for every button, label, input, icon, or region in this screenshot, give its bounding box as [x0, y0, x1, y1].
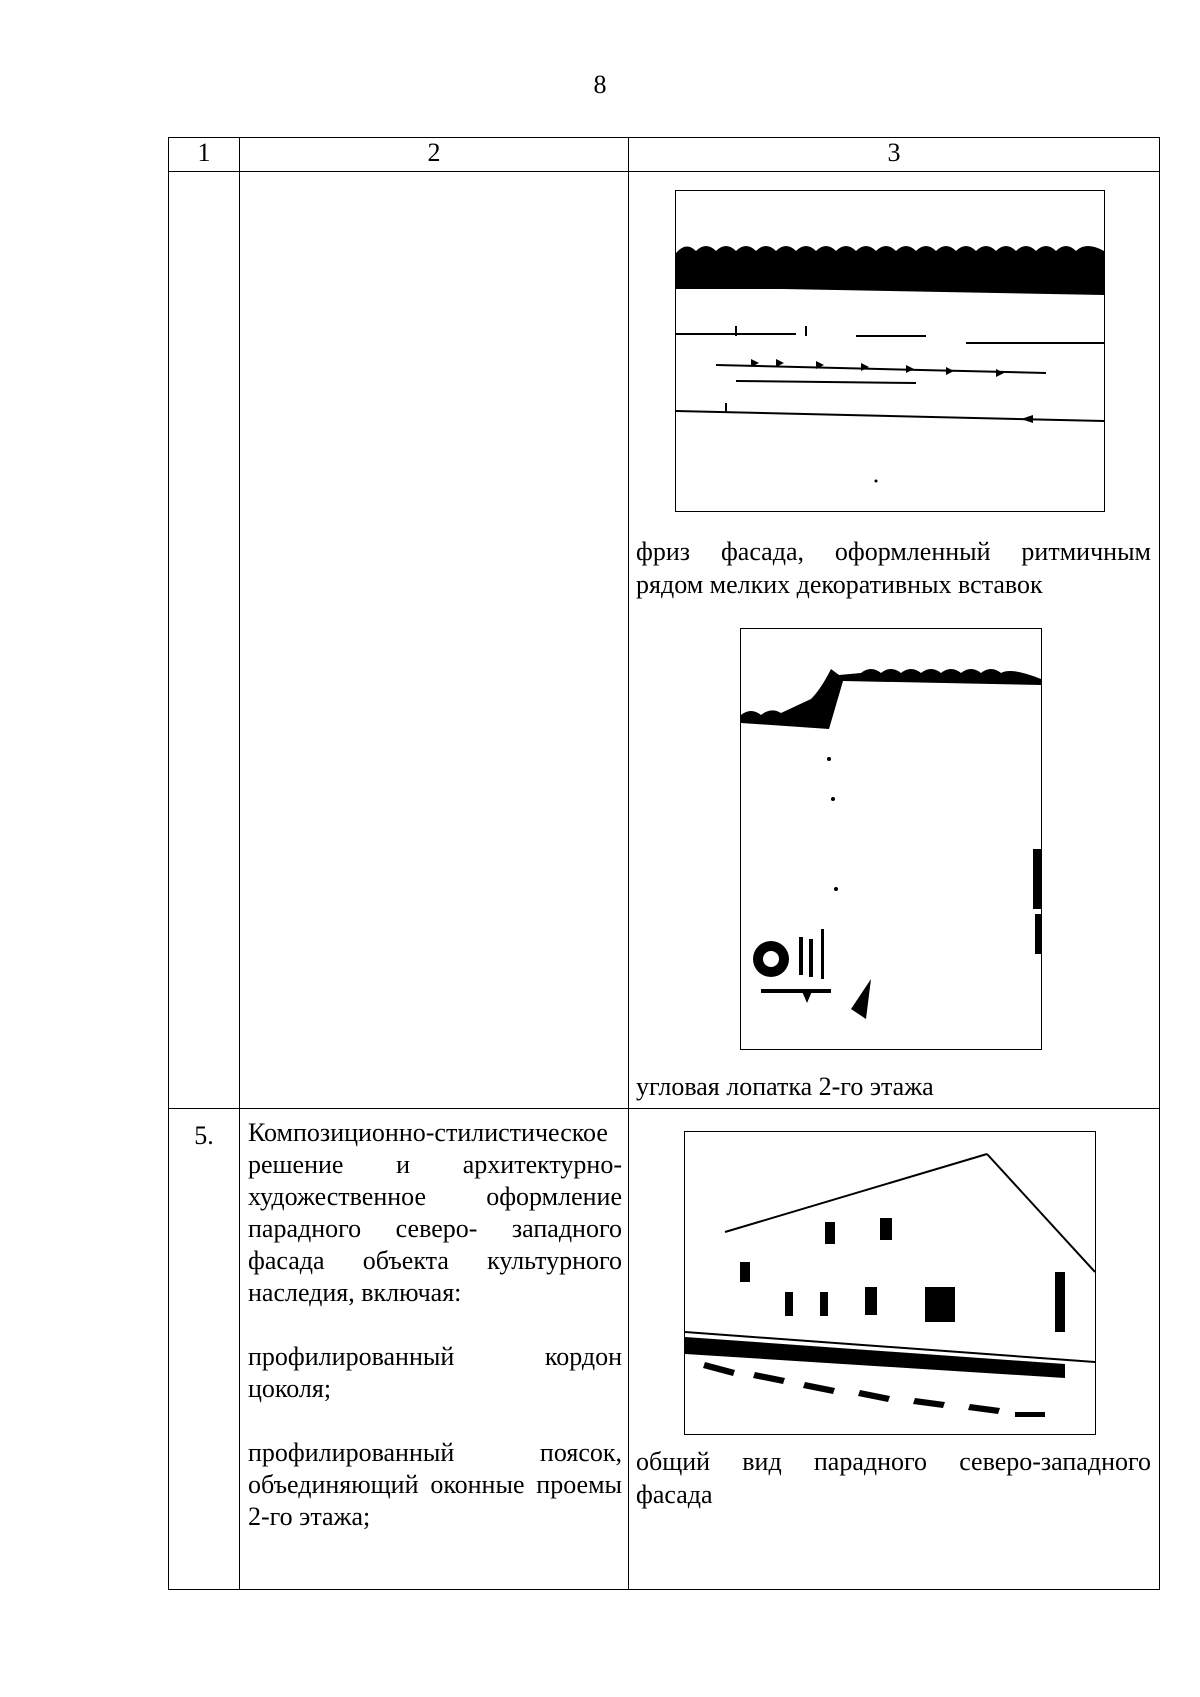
corner-pilaster-caption: угловая лопатка 2-го этажа — [636, 1072, 934, 1101]
page-number: 8 — [593, 70, 607, 99]
header-col-2: 2 — [240, 138, 629, 172]
row-photo-cell — [629, 1109, 1160, 1590]
facade-caption: общий вид парадного северо-западного фасада — [636, 1447, 1151, 1509]
facade-photo — [684, 1131, 1096, 1435]
frieze-caption: фриз фасада, оформленный ритмичным рядом мелких декоративных вставок — [636, 537, 1151, 599]
frieze-photo — [675, 190, 1105, 512]
table-header-row — [169, 138, 1160, 172]
description-item-2: профилированный поясок, объединяющий оконные проемы 2-го этажа; — [248, 1438, 622, 1531]
header-col-3: 3 — [629, 138, 1160, 172]
description-title: Композиционно-стилистическое решение и архитектурно-художественное оформление парадного северо- западного фасада объекта культурного наследия, включая: — [248, 1118, 622, 1307]
monument-features-table — [168, 137, 1160, 1590]
description-item-1: профилированный кордон цоколя; — [248, 1342, 622, 1403]
table-row — [169, 172, 1160, 1109]
row-description — [240, 1109, 629, 1590]
row-description-cell — [240, 172, 629, 1109]
table-row — [169, 1109, 1160, 1590]
corner-pilaster-photo — [740, 628, 1042, 1050]
row-number-cell — [169, 172, 240, 1109]
row-number: 5. — [169, 1109, 240, 1590]
row-photo-cell — [629, 172, 1160, 1109]
header-col-1: 1 — [169, 138, 240, 172]
